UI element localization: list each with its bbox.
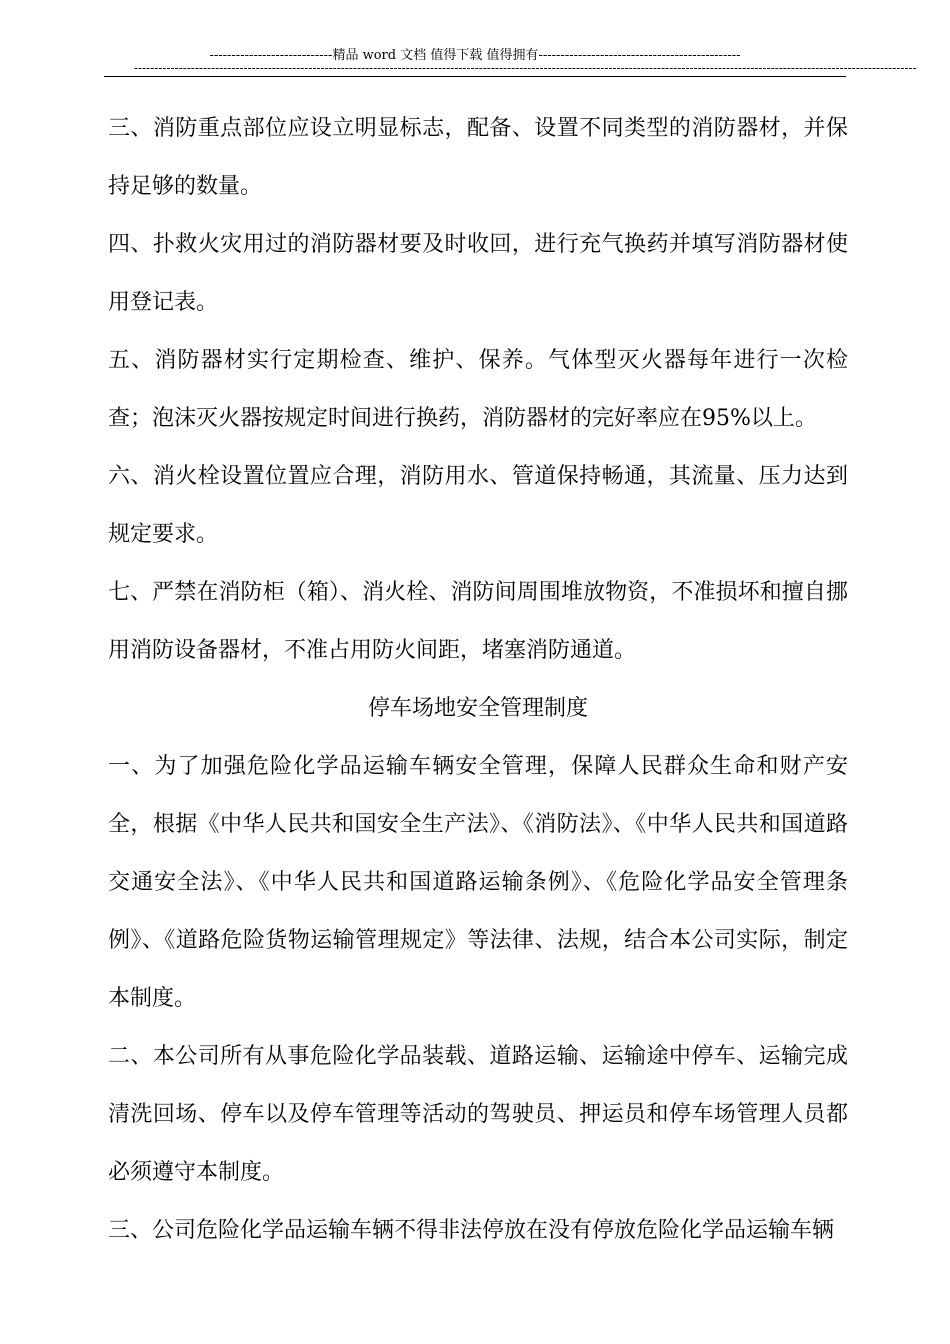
paragraph-7: 七、严禁在消防柜（箱）、消火栓、消防间周围堆放物资，不准损坏和擅自挪用消防设备器材，不准占用防火间距，堵塞消防通道。	[108, 580, 848, 663]
paragraph-4: 四、扑救火灾用过的消防器材要及时收回，进行充气换药并填写消防器材使用登记表。	[108, 232, 848, 315]
document-body	[108, 100, 848, 1260]
paragraph-5: 五、消防器材实行定期检查、维护、保养。气体型灭火器每年进行一次检查；泡沫灭火器按规定时间进行换药，消防器材的完好率应在95%以上。	[108, 348, 848, 431]
section-paragraph-1: 一、为了加强危险化学品运输车辆安全管理，保障人民群众生命和财产安全，根据《中华人民共和国安全生产法》、《消防法》、《中华人民共和国道路交通安全法》、《中华人民共和国道路运输条例》、《危险化学品安全管理条例》、《道路危险货物运输管理规定》等法律、法规，结合本公司实际，制定本制度。	[108, 754, 848, 1011]
header-dashes: -------------------------------------------------------------------------------------------------------------------------------------------------------------------------------------------------	[134, 61, 917, 75]
header-banner: ----------------------------精品 word 文档 值得下载 值得拥有----------------------------------------------	[209, 48, 741, 63]
section-paragraph-2: 二、本公司所有从事危险化学品装载、道路运输、运输途中停车、运输完成清洗回场、停车以及停车管理等活动的驾驶员、押运员和停车场管理人员都必须遵守本制度。	[108, 1044, 848, 1185]
header-rule	[104, 76, 846, 77]
paragraph-3: 三、消防重点部位应设立明显标志，配备、设置不同类型的消防器材，并保持足够的数量。	[108, 116, 848, 199]
paragraph-6: 六、消火栓设置位置应合理，消防用水、管道保持畅通，其流量、压力达到规定要求。	[108, 464, 848, 547]
section-paragraph-3: 三、公司危险化学品运输车辆不得非法停放在没有停放危险化学品运输车辆	[108, 1218, 835, 1243]
section-title: 停车场地安全管理制度	[367, 696, 588, 721]
